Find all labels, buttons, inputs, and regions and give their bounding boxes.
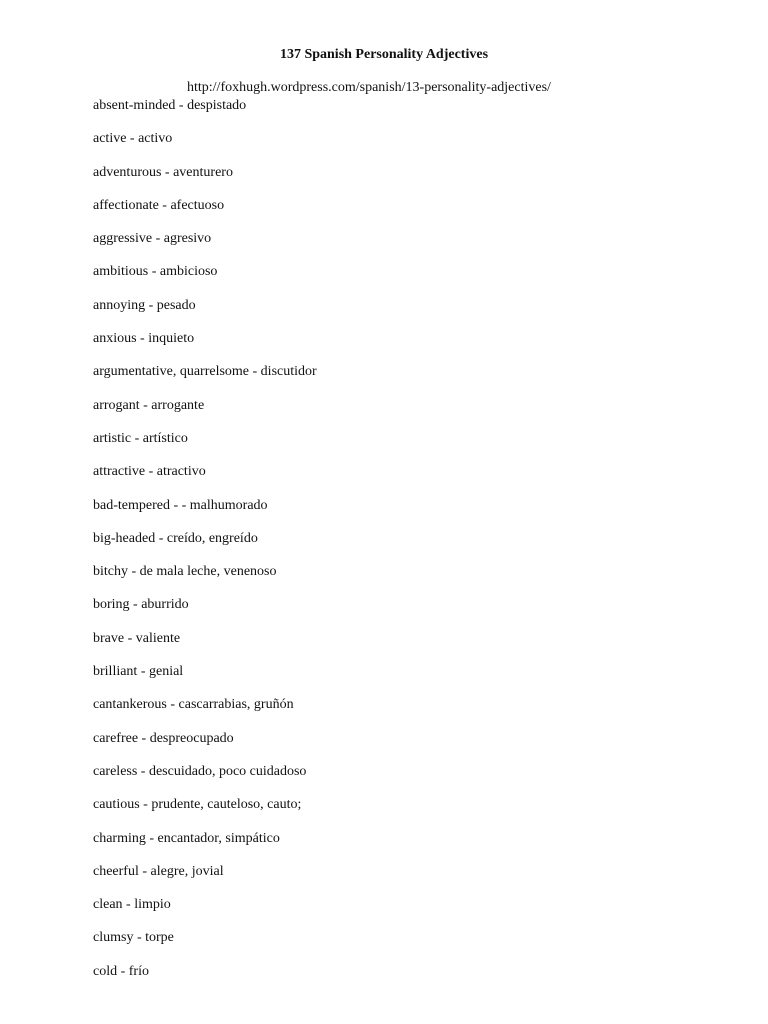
list-item: big-headed - creído, engreído xyxy=(93,530,258,546)
list-item: affectionate - afectuoso xyxy=(93,197,225,213)
list-item: anxious - inquieto xyxy=(93,331,195,347)
list-item: attractive - atractivo xyxy=(93,464,206,480)
list-item: arrogant - arrogante xyxy=(93,397,205,413)
list-item: clumsy - torpe xyxy=(93,930,174,946)
source-url: http://foxhugh.wordpress.com/spanish/13-personality-adjectives/ xyxy=(187,80,551,95)
list-item: artistic - artístico xyxy=(93,430,188,446)
list-item: careless - descuidado, poco cuidadoso xyxy=(93,763,307,779)
list-item: aggressive - agresivo xyxy=(93,231,212,247)
list-item: boring - aburrido xyxy=(93,597,189,613)
list-item: bad-tempered - - malhumorado xyxy=(93,497,268,513)
list-item: charming - encantador, simpático xyxy=(93,830,280,846)
list-item: bitchy - de mala leche, venenoso xyxy=(93,564,277,580)
list-item: ambitious - ambicioso xyxy=(93,264,218,280)
list-item: brilliant - genial xyxy=(93,664,184,680)
list-item: annoying - pesado xyxy=(93,297,196,313)
adjective-list xyxy=(93,97,317,996)
list-item: cheerful - alegre, jovial xyxy=(93,863,224,879)
list-item: absent-minded - despistado xyxy=(93,98,247,113)
list-item: cautious - prudente, cauteloso, cauto; xyxy=(93,797,302,813)
list-item: brave - valiente xyxy=(93,630,181,646)
page-title: 137 Spanish Personality Adjectives xyxy=(279,47,489,62)
list-item: clean - limpio xyxy=(93,897,171,913)
list-item: cantankerous - cascarrabias, gruñón xyxy=(93,697,294,713)
list-item: carefree - despreocupado xyxy=(93,730,234,746)
list-item: argumentative, quarrelsome - discutidor xyxy=(93,364,317,380)
list-item: cold - frío xyxy=(93,963,149,979)
list-item: adventurous - aventurero xyxy=(93,164,233,180)
list-item: active - activo xyxy=(93,131,173,147)
